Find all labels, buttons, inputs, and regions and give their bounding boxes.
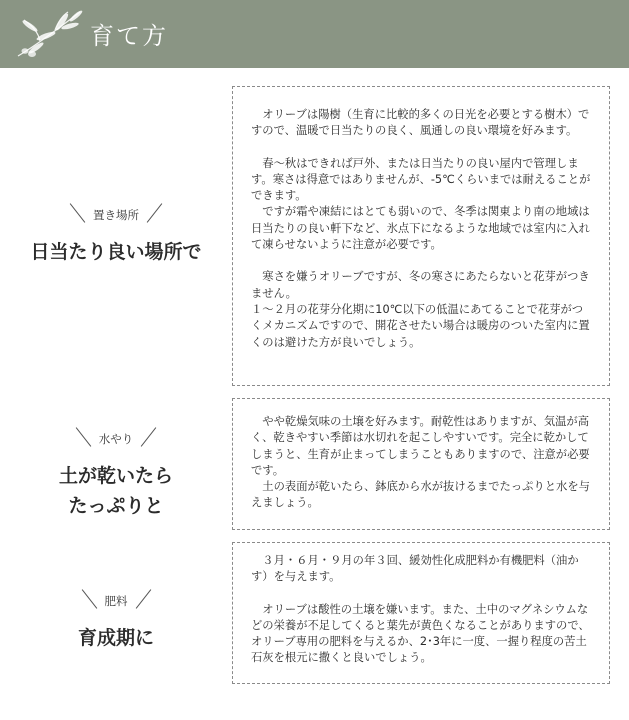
section-label xyxy=(0,428,232,521)
section-tagline xyxy=(77,431,156,447)
section-header xyxy=(0,0,629,68)
section-tagline xyxy=(71,207,161,223)
paragraph: オリーブは陽樹（生育に比較的多くの日光を必要とする樹木）ですので、温暖で日当たりの良く、風通しの良い環境を好みます。 xyxy=(251,108,590,138)
section-heading: 土が乾いたら たっぷりと xyxy=(58,465,173,517)
page-title: 育て方 xyxy=(90,22,168,50)
section-heading: 日当たり良い場所で xyxy=(30,241,202,263)
olive-branch-icon xyxy=(10,6,90,62)
section-watering xyxy=(0,398,629,530)
section-text-box xyxy=(232,542,610,684)
paragraph: ３月・６月・９月の年３回、緩効性化成肥料か有機肥料（油かす）を与えます。 xyxy=(251,554,579,584)
paragraph: 寒さを嫌うオリーブですが、冬の寒さにあたらないと花芽がつきません。 １～２月の花芽分化期に10℃以下の低温にあてることで花芽がつくメカニズムですので、開花させたい場合は暖房のついた室内に置くのは避けた方が良いでしょう。 xyxy=(251,270,590,349)
section-fertilizer xyxy=(0,542,629,684)
section-tagline xyxy=(83,593,150,609)
tagline-text: 水やり xyxy=(98,432,134,446)
tagline-text: 肥料 xyxy=(104,594,128,608)
section-text-box xyxy=(232,398,610,530)
section-heading: 育成期に xyxy=(77,627,154,649)
paragraph: やや乾燥気味の土壌を好みます。耐乾性はありますが、気温が高く、乾きやすい季節は水切れを起こしやすいです。完全に乾かしてしまうと、生育が止まってしまうこともありますので、注意が必要です。 土の表面が乾いたら、鉢底から水が抜けるまでたっぷりと水を与えましょう。 xyxy=(251,415,590,510)
section-text-box xyxy=(232,86,610,386)
tagline-text: 置き場所 xyxy=(93,208,139,222)
paragraph: オリーブは酸性の土壌を嫌います。また、土中のマグネシウムなどの栄養が不足してくると葉先が黄色くなることがありますので、オリーブ専用の肥料を与えるか、2･3年に一度、一握り程度の苦土石灰を根元に撒くと良いでしょう。 xyxy=(251,602,590,665)
section-placement xyxy=(0,86,629,386)
section-label xyxy=(0,590,232,653)
section-label xyxy=(0,204,232,267)
paragraph: 春～秋はできれば戸外、または日当たりの良い屋内で管理します。寒さは得意ではありませんが、-5℃くらいまでは耐えることができます。 ですが霜や凍結にはとても弱いので、冬季は関東より南の地域は日当たりの良い軒下など、氷点下になるような地域では室内に入れて凍らせないように注意が必要です。 xyxy=(251,156,591,252)
